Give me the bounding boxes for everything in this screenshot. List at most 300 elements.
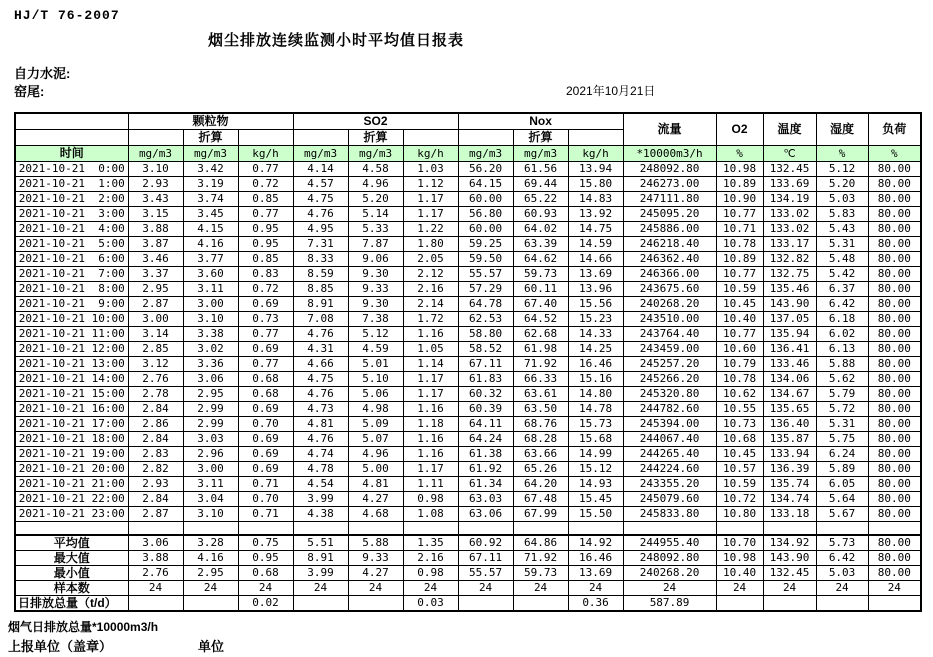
value-cell: 80.00: [868, 267, 921, 282]
value-cell: 5.89: [816, 462, 868, 477]
empty-cell: [348, 522, 403, 536]
value-cell: 9.06: [348, 252, 403, 267]
value-cell: 13.92: [568, 207, 623, 222]
value-cell: 4.81: [348, 477, 403, 492]
value-cell: 2.05: [403, 252, 458, 267]
time-cell: 2021-10-21 0:00: [15, 162, 128, 177]
table-row: [15, 357, 921, 372]
value-cell: 2.86: [128, 417, 183, 432]
value-cell: 2.16: [403, 551, 458, 566]
value-cell: 6.13: [816, 342, 868, 357]
value-cell: 6.02: [816, 327, 868, 342]
value-cell: 246273.00: [623, 177, 716, 192]
value-cell: 0.72: [238, 177, 293, 192]
value-cell: 80.00: [868, 177, 921, 192]
value-cell: 24: [868, 581, 921, 596]
value-cell: 1.12: [403, 177, 458, 192]
time-cell: 2021-10-21 18:00: [15, 432, 128, 447]
value-cell: 10.98: [716, 551, 763, 566]
value-cell: 246366.00: [623, 267, 716, 282]
empty-cell: [568, 522, 623, 536]
value-cell: 244224.60: [623, 462, 716, 477]
value-cell: 4.66: [293, 357, 348, 372]
value-cell: 3.06: [183, 372, 238, 387]
value-cell: 10.90: [716, 192, 763, 207]
value-cell: 69.44: [513, 177, 568, 192]
header-empty-cell: [568, 130, 623, 146]
time-cell: 2021-10-21 23:00: [15, 507, 128, 522]
table-row: [15, 177, 921, 192]
value-cell: 2.12: [403, 267, 458, 282]
value-cell: 66.33: [513, 372, 568, 387]
unit-cell: %: [868, 146, 921, 162]
value-cell: 132.75: [763, 267, 816, 282]
value-cell: 24: [458, 581, 513, 596]
value-cell: 134.06: [763, 372, 816, 387]
value-cell: 132.45: [763, 566, 816, 581]
value-cell: 3.10: [183, 507, 238, 522]
value-cell: 3.42: [183, 162, 238, 177]
value-cell: 2.78: [128, 387, 183, 402]
empty-cell: [15, 522, 128, 536]
value-cell: 4.96: [348, 177, 403, 192]
value-cell: 2.82: [128, 462, 183, 477]
value-cell: 10.98: [716, 162, 763, 177]
value-cell: 13.96: [568, 282, 623, 297]
col-group-particulate: 颗粒物: [128, 113, 293, 130]
value-cell: 4.14: [293, 162, 348, 177]
value-cell: 2.76: [128, 372, 183, 387]
value-cell: 10.59: [716, 477, 763, 492]
header-row-units: [15, 146, 921, 162]
value-cell: 5.48: [816, 252, 868, 267]
company-label: 自力水泥:: [14, 66, 71, 81]
value-cell: 3.87: [128, 237, 183, 252]
value-cell: 1.72: [403, 312, 458, 327]
value-cell: 5.88: [816, 357, 868, 372]
value-cell: 3.14: [128, 327, 183, 342]
value-cell: 0.69: [238, 342, 293, 357]
value-cell: 1.17: [403, 387, 458, 402]
value-cell: 240268.20: [623, 297, 716, 312]
value-cell: 10.71: [716, 222, 763, 237]
value-cell: 1.17: [403, 372, 458, 387]
empty-cell: [238, 522, 293, 536]
value-cell: 13.69: [568, 267, 623, 282]
table-row: [15, 507, 921, 522]
value-cell: 4.73: [293, 402, 348, 417]
value-cell: 14.78: [568, 402, 623, 417]
value-cell: 4.54: [293, 477, 348, 492]
value-cell: 9.33: [348, 551, 403, 566]
table-row: [15, 447, 921, 462]
value-cell: 136.39: [763, 462, 816, 477]
value-cell: 4.16: [183, 551, 238, 566]
value-cell: 2.99: [183, 417, 238, 432]
value-cell: 1.14: [403, 357, 458, 372]
value-cell: 24: [183, 581, 238, 596]
value-cell: 4.27: [348, 492, 403, 507]
value-cell: 3.77: [183, 252, 238, 267]
time-cell: 2021-10-21 1:00: [15, 177, 128, 192]
summary-label-cell: 日排放总量（t/d）: [15, 596, 128, 612]
value-cell: 4.38: [293, 507, 348, 522]
value-cell: 64.52: [513, 312, 568, 327]
value-cell: 2.96: [183, 447, 238, 462]
value-cell: 244265.40: [623, 447, 716, 462]
value-cell: 14.66: [568, 252, 623, 267]
value-cell: 135.46: [763, 282, 816, 297]
value-cell: 245266.20: [623, 372, 716, 387]
value-cell: 3.19: [183, 177, 238, 192]
value-cell: 10.60: [716, 342, 763, 357]
time-cell: 2021-10-21 13:00: [15, 357, 128, 372]
value-cell: 0.70: [238, 492, 293, 507]
value-cell: 10.73: [716, 417, 763, 432]
value-cell: 15.12: [568, 462, 623, 477]
value-cell: 143.90: [763, 297, 816, 312]
value-cell: [293, 596, 348, 612]
value-cell: 0.85: [238, 252, 293, 267]
value-cell: 10.57: [716, 462, 763, 477]
col-group-nox: Nox: [458, 113, 623, 130]
value-cell: 2.84: [128, 402, 183, 417]
value-cell: 61.38: [458, 447, 513, 462]
value-cell: 1.03: [403, 162, 458, 177]
col-header-flow: 流量: [623, 113, 716, 146]
time-cell: 2021-10-21 20:00: [15, 462, 128, 477]
value-cell: 6.05: [816, 477, 868, 492]
value-cell: 57.29: [458, 282, 513, 297]
value-cell: 133.02: [763, 222, 816, 237]
value-cell: 16.46: [568, 551, 623, 566]
value-cell: 0.68: [238, 566, 293, 581]
value-cell: 5.88: [348, 535, 403, 551]
value-cell: 5.31: [816, 237, 868, 252]
value-cell: 0.03: [403, 596, 458, 612]
value-cell: 0.02: [238, 596, 293, 612]
value-cell: 243355.20: [623, 477, 716, 492]
value-cell: 59.73: [513, 566, 568, 581]
value-cell: 15.80: [568, 177, 623, 192]
value-cell: 6.24: [816, 447, 868, 462]
value-cell: 135.87: [763, 432, 816, 447]
value-cell: 3.38: [183, 327, 238, 342]
value-cell: 4.95: [293, 222, 348, 237]
unit-cell: kg/h: [403, 146, 458, 162]
page-title: 烟尘排放连续监测小时平均值日报表: [207, 32, 464, 49]
value-cell: 135.65: [763, 402, 816, 417]
empty-cell: [128, 522, 183, 536]
value-cell: 15.73: [568, 417, 623, 432]
value-cell: 4.76: [293, 432, 348, 447]
header-empty-cell: [128, 130, 183, 146]
summary-label-cell: 平均值: [15, 535, 128, 551]
value-cell: 2.95: [183, 387, 238, 402]
value-cell: 245394.00: [623, 417, 716, 432]
value-cell: 14.83: [568, 192, 623, 207]
value-cell: 63.06: [458, 507, 513, 522]
value-cell: 5.83: [816, 207, 868, 222]
empty-cell: [293, 522, 348, 536]
value-cell: 587.89: [623, 596, 716, 612]
header-empty-cell: [293, 130, 348, 146]
value-cell: 2.85: [128, 342, 183, 357]
value-cell: 248092.80: [623, 551, 716, 566]
value-cell: 248092.80: [623, 162, 716, 177]
value-cell: 80.00: [868, 462, 921, 477]
value-cell: 24: [238, 581, 293, 596]
value-cell: 1.17: [403, 192, 458, 207]
value-cell: 6.18: [816, 312, 868, 327]
value-cell: 10.40: [716, 566, 763, 581]
value-cell: 246218.40: [623, 237, 716, 252]
value-cell: 60.39: [458, 402, 513, 417]
value-cell: 132.45: [763, 162, 816, 177]
value-cell: 80.00: [868, 372, 921, 387]
value-cell: 1.08: [403, 507, 458, 522]
value-cell: 67.11: [458, 357, 513, 372]
value-cell: 0.69: [238, 462, 293, 477]
value-cell: 60.92: [458, 535, 513, 551]
empty-cell: [403, 522, 458, 536]
time-cell: 2021-10-21 22:00: [15, 492, 128, 507]
value-cell: 61.34: [458, 477, 513, 492]
value-cell: 65.26: [513, 462, 568, 477]
table-row: [15, 417, 921, 432]
value-cell: 10.77: [716, 207, 763, 222]
value-cell: 80.00: [868, 312, 921, 327]
value-cell: 3.99: [293, 492, 348, 507]
value-cell: 1.17: [403, 462, 458, 477]
value-cell: 80.00: [868, 402, 921, 417]
time-cell: 2021-10-21 9:00: [15, 297, 128, 312]
value-cell: 68.76: [513, 417, 568, 432]
time-cell: 2021-10-21 2:00: [15, 192, 128, 207]
value-cell: 10.45: [716, 447, 763, 462]
value-cell: 245095.20: [623, 207, 716, 222]
empty-cell: [868, 522, 921, 536]
empty-cell: [513, 522, 568, 536]
value-cell: 5.14: [348, 207, 403, 222]
value-cell: 60.93: [513, 207, 568, 222]
value-cell: 80.00: [868, 432, 921, 447]
time-cell: 2021-10-21 12:00: [15, 342, 128, 357]
value-cell: 0.95: [238, 551, 293, 566]
table-row: [15, 297, 921, 312]
value-cell: 4.68: [348, 507, 403, 522]
header-empty-cell: [403, 130, 458, 146]
value-cell: 9.33: [348, 282, 403, 297]
value-cell: 61.92: [458, 462, 513, 477]
table-row: [15, 327, 921, 342]
value-cell: 0.36: [568, 596, 623, 612]
value-cell: 62.68: [513, 327, 568, 342]
converted-label: 折算: [513, 130, 568, 146]
value-cell: 80.00: [868, 357, 921, 372]
value-cell: 3.00: [128, 312, 183, 327]
table-row: [15, 342, 921, 357]
value-cell: 5.33: [348, 222, 403, 237]
value-cell: 0.71: [238, 507, 293, 522]
value-cell: 9.30: [348, 267, 403, 282]
value-cell: 14.93: [568, 477, 623, 492]
value-cell: 243764.40: [623, 327, 716, 342]
value-cell: 60.00: [458, 222, 513, 237]
value-cell: 0.69: [238, 402, 293, 417]
value-cell: 9.30: [348, 297, 403, 312]
table-row: [15, 387, 921, 402]
value-cell: 24: [568, 581, 623, 596]
header-empty-cell: [15, 113, 128, 130]
value-cell: 5.62: [816, 372, 868, 387]
value-cell: 80.00: [868, 492, 921, 507]
value-cell: 5.06: [348, 387, 403, 402]
table-row: [15, 237, 921, 252]
value-cell: 10.68: [716, 432, 763, 447]
value-cell: 55.57: [458, 267, 513, 282]
value-cell: 0.77: [238, 357, 293, 372]
value-cell: 10.89: [716, 177, 763, 192]
value-cell: 7.87: [348, 237, 403, 252]
unit-cell: %: [816, 146, 868, 162]
standard-code: HJ/T 76-2007: [14, 8, 120, 23]
value-cell: 4.81: [293, 417, 348, 432]
value-cell: 63.39: [513, 237, 568, 252]
value-cell: 247111.80: [623, 192, 716, 207]
value-cell: 5.07: [348, 432, 403, 447]
value-cell: 3.45: [183, 207, 238, 222]
value-cell: 5.64: [816, 492, 868, 507]
report-unit-label: 上报单位（盖章）: [8, 639, 113, 654]
table-body: [15, 162, 921, 612]
value-cell: 10.78: [716, 237, 763, 252]
unit-cell: kg/h: [238, 146, 293, 162]
unit-cell: mg/m3: [128, 146, 183, 162]
value-cell: 64.86: [513, 535, 568, 551]
value-cell: 63.66: [513, 447, 568, 462]
unit-cell: mg/m3: [348, 146, 403, 162]
value-cell: 133.46: [763, 357, 816, 372]
value-cell: 0.75: [238, 535, 293, 551]
value-cell: 63.03: [458, 492, 513, 507]
value-cell: 10.89: [716, 252, 763, 267]
value-cell: 2.16: [403, 282, 458, 297]
col-header-load: 负荷: [868, 113, 921, 146]
value-cell: 0.69: [238, 432, 293, 447]
value-cell: 245320.80: [623, 387, 716, 402]
converted-label: 折算: [348, 130, 403, 146]
value-cell: 14.33: [568, 327, 623, 342]
value-cell: 3.12: [128, 357, 183, 372]
value-cell: 133.18: [763, 507, 816, 522]
table-row: [15, 462, 921, 477]
value-cell: 6.42: [816, 551, 868, 566]
value-cell: 71.92: [513, 551, 568, 566]
value-cell: 7.31: [293, 237, 348, 252]
unit-cell: mg/m3: [458, 146, 513, 162]
value-cell: 244955.40: [623, 535, 716, 551]
value-cell: 246362.40: [623, 252, 716, 267]
value-cell: 6.42: [816, 297, 868, 312]
value-cell: 7.08: [293, 312, 348, 327]
value-cell: 10.70: [716, 535, 763, 551]
value-cell: 134.92: [763, 535, 816, 551]
value-cell: 5.00: [348, 462, 403, 477]
value-cell: 3.11: [183, 282, 238, 297]
value-cell: 0.70: [238, 417, 293, 432]
value-cell: 0.68: [238, 387, 293, 402]
value-cell: [183, 596, 238, 612]
time-cell: 2021-10-21 19:00: [15, 447, 128, 462]
value-cell: 80.00: [868, 207, 921, 222]
value-cell: 80.00: [868, 535, 921, 551]
value-cell: 0.68: [238, 372, 293, 387]
value-cell: 64.78: [458, 297, 513, 312]
value-cell: 58.80: [458, 327, 513, 342]
time-cell: 2021-10-21 6:00: [15, 252, 128, 267]
value-cell: 2.84: [128, 492, 183, 507]
value-cell: 134.19: [763, 192, 816, 207]
time-cell: 2021-10-21 21:00: [15, 477, 128, 492]
unit-cell: mg/m3: [183, 146, 238, 162]
value-cell: 60.00: [458, 192, 513, 207]
site-label: 窑尾:: [14, 84, 45, 99]
value-cell: 0.95: [238, 222, 293, 237]
value-cell: 14.80: [568, 387, 623, 402]
value-cell: 3.46: [128, 252, 183, 267]
value-cell: 56.80: [458, 207, 513, 222]
summary-row: [15, 581, 921, 596]
value-cell: 67.99: [513, 507, 568, 522]
value-cell: [868, 596, 921, 612]
value-cell: 1.11: [403, 477, 458, 492]
value-cell: 133.69: [763, 177, 816, 192]
time-cell: 2021-10-21 14:00: [15, 372, 128, 387]
value-cell: 80.00: [868, 252, 921, 267]
empty-cell: [763, 522, 816, 536]
value-cell: 4.31: [293, 342, 348, 357]
value-cell: 24: [716, 581, 763, 596]
value-cell: 14.75: [568, 222, 623, 237]
unit-cell: %: [716, 146, 763, 162]
value-cell: 5.20: [816, 177, 868, 192]
value-cell: 136.40: [763, 417, 816, 432]
value-cell: 3.10: [128, 162, 183, 177]
value-cell: 24: [816, 581, 868, 596]
value-cell: 137.05: [763, 312, 816, 327]
value-cell: 1.05: [403, 342, 458, 357]
unit-cell: ℃: [763, 146, 816, 162]
value-cell: 0.73: [238, 312, 293, 327]
value-cell: 2.99: [183, 402, 238, 417]
value-cell: 0.98: [403, 492, 458, 507]
table-row: [15, 402, 921, 417]
value-cell: 0.85: [238, 192, 293, 207]
value-cell: 0.77: [238, 327, 293, 342]
value-cell: 1.22: [403, 222, 458, 237]
value-cell: 64.11: [458, 417, 513, 432]
value-cell: 80.00: [868, 447, 921, 462]
col-group-so2: SO2: [293, 113, 458, 130]
time-column-header: 时间: [15, 146, 128, 162]
unit-cell: mg/m3: [513, 146, 568, 162]
value-cell: 59.73: [513, 267, 568, 282]
value-cell: 3.04: [183, 492, 238, 507]
time-cell: 2021-10-21 16:00: [15, 402, 128, 417]
value-cell: 13.94: [568, 162, 623, 177]
value-cell: 4.27: [348, 566, 403, 581]
